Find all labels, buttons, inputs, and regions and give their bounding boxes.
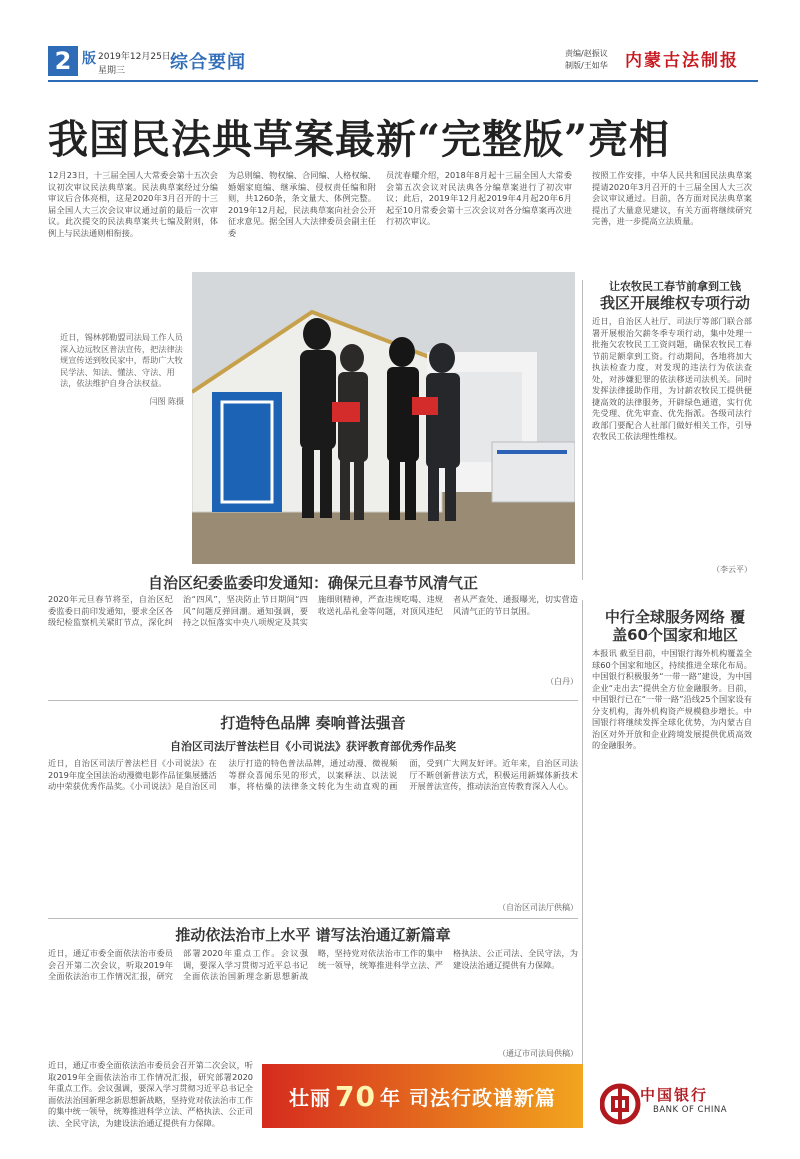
story-middle-body: 2020年元旦春节将至，自治区纪委监委日前印发通知，要求全区各级纪检监察机关紧盯节点，深化纠治“四风”，坚决防止节日期间“四风”问题反弹回潮。通知强调，要持之以恒落实中央八项规定及其实施细则精神，严查违规吃喝、违规收送礼品礼金等问题，对顶风违纪者从严查处、通报曝光，切实营造风清气正的节日氛围。	[48, 594, 578, 627]
story-middle-headline: 自治区纪委监委印发通知：确保元旦春节风清气正	[147, 574, 478, 592]
main-story-col-4: 按照工作安排，中华人民共和国民法典草案提请2020年3月召开的十三届全国人大三次会议审议通过。目前，各方面对民法典草案提出了大量意见建议，有关方面将继续研究完善，进一步提高立法质量。	[592, 170, 752, 226]
story-right1-body: 近日，自治区人社厅、司法厅等部门联合部署开展根治欠薪冬季专项行动，集中处理一批拖欠农牧民工工资问题，确保农牧民工春节前足额拿到工资。行动期间，各地将加大执法检查力度，对发现的违法行为依法查处，对涉嫌犯罪的依法移送司法机关。同时发挥法律援助作用，为讨薪农牧民工提供便捷高效的法律服务，开辟绿色通道，实行优先受理、优先审查、优先指派。各级司法行政部门要配合人社部门做好相关工作，引导农牧民工依法理性维权。	[592, 316, 752, 441]
editor-line: 责编/赵振议	[565, 49, 608, 58]
story-bottom2-headline: 推动依法治市上水平 谱写法治通辽新篇章	[175, 926, 451, 944]
story-right1-headline-1: 让农牧民工春节前拿到工钱	[609, 280, 741, 293]
issue-date: 2019年12月25日	[98, 52, 171, 62]
banner-prefix: 壮丽	[289, 1085, 332, 1110]
story-right2-headline-2: 盖60个国家和地区	[612, 626, 738, 644]
main-story-col-3: 员沈春耀介绍，2018年8月起十三届全国人大常委会第五次会议对民法典各分编草案进行了初次审议；此后，2019年12月起2019年4月起20年6月起至10月常委会第十三次会议对各分编草案再次进行初次审议。	[386, 170, 572, 226]
story-bottom1-headline: 打造特色品牌 奏响普法强音	[220, 714, 406, 732]
story-bottom2-body: 近日，通辽市委全面依法治市委员会召开第二次会议，听取2019年全面依法治市工作情况汇报，研究部署2020年重点工作。会议强调，要深入学习贯彻习近平总书记全面依法治国新理念新思想新战略，坚持党对依法治市工作的集中统一领导，统筹推进科学立法、严格执法、公正司法、全民守法，为建设法治通辽提供有力保障。	[48, 948, 578, 981]
header-rule	[48, 80, 758, 82]
photo-credit: 闫图 陈摄	[149, 396, 184, 406]
issue-date-block	[98, 50, 171, 78]
column-divider	[582, 600, 583, 1070]
story-right2-body: 本报讯 截至目前，中国银行海外机构覆盖全球60个国家和地区，持续推进全球化布局。中国银行积极服务“一带一路”建设，为中国企业“走出去”提供全方位金融服务。目前，中国银行已在“一带一路”沿线25个国家设有分支机构，海外机构资产规模稳步增长。中国银行将继续发挥全球化优势，为内蒙古自治区对外开放和企业跨境发展提供优质高效的金融服务。	[592, 648, 752, 750]
bank-name-en: BANK OF CHINA	[653, 1105, 728, 1115]
newspaper-logo: 内蒙古法制报	[625, 51, 739, 71]
bank-name: 中国银行	[640, 1086, 709, 1104]
editor-credits	[565, 48, 608, 72]
column-divider	[582, 280, 583, 580]
news-photo	[192, 272, 575, 564]
page-number: 2	[54, 47, 72, 75]
photo-caption	[60, 332, 184, 407]
story-bottom2-body-cont: 近日，通辽市委全面依法治市委员会召开第二次会议，听取2019年全面依法治市工作情况汇报，研究部署2020年重点工作。会议强调，要深入学习贯彻习近平总书记全面依法治国新理念新思想新战略，坚持党对依法治市工作的集中统一领导，统筹推进科学立法、严格执法、公正司法、全民守法，为建设法治通辽提供有力保障。	[48, 1060, 253, 1128]
page-number-badge	[48, 46, 78, 76]
banner-number: 70	[335, 1079, 376, 1113]
story-right2-headline-1: 中行全球服务网络 覆	[604, 608, 746, 626]
story-bottom2-credit: （通辽市司法局供稿）	[498, 1049, 578, 1058]
story-right1-credit: （李云平）	[712, 565, 752, 574]
story-bottom1-credit: （自治区司法厅供稿）	[498, 903, 578, 912]
layout-editor-line: 制版/王如华	[565, 61, 608, 70]
story-right1-headline-2: 我区开展维权专项行动	[599, 294, 750, 312]
main-story-col-2: 为总则编、物权编、合同编、人格权编、婚姻家庭编、继承编、侵权责任编和附则，共1260条，条文量大、体例完整。2019年12月起，民法典草案向社会公开征求意见。据全国人大法律委员会副主任委	[228, 170, 376, 238]
main-headline: 我国民法典草案最新“完整版”亮相	[48, 116, 671, 163]
page-label: 版	[82, 51, 96, 67]
section-title: 综合要闻	[170, 52, 246, 73]
yurt-scene-illustration	[192, 272, 575, 564]
issue-weekday: 星期三	[98, 66, 126, 76]
banner-suffix: 年 司法行政谱新篇	[380, 1085, 556, 1110]
section-divider	[48, 918, 578, 919]
story-bottom1-subheadline: 自治区司法厅普法栏目《小司说法》获评教育部优秀作品奖	[170, 740, 456, 753]
section-divider	[48, 700, 578, 701]
story-middle-credit: （白丹）	[546, 677, 578, 686]
anniversary-banner	[262, 1064, 583, 1128]
main-story-col-1: 12月23日，十三届全国人大常委会第十五次会议初次审议民法典草案。民法典草案经过分编审议后合体亮相，这是2020年3月召开的十三届全国人大三次会议审议通过前的最后一次审议。此次提交的民法典草案共七编及附则，体例上与民法通则相衔接。	[48, 170, 218, 238]
story-bottom1-body: 近日，自治区司法厅普法栏目《小司说法》在2019年度全国法治动漫微电影作品征集展播活动中荣获优秀作品奖。《小司说法》是自治区司法厅打造的特色普法品牌，通过动漫、微视频等群众喜闻乐见的形式，以案释法、以法说事，将枯燥的法律条文转化为生动直观的画面，受到广大网友好评。近年来，自治区司法厅不断创新普法方式，积极运用新媒体新技术开展普法宣传，推动法治宣传教育深入人心。	[48, 758, 578, 791]
photo-caption-text: 近日，锡林郭勒盟司法局工作人员深入边远牧区普法宣传，把法律法规宣传送到牧民家中，帮助广大牧民学法、知法、懂法、守法、用法，依法维护自身合法权益。	[60, 332, 183, 388]
